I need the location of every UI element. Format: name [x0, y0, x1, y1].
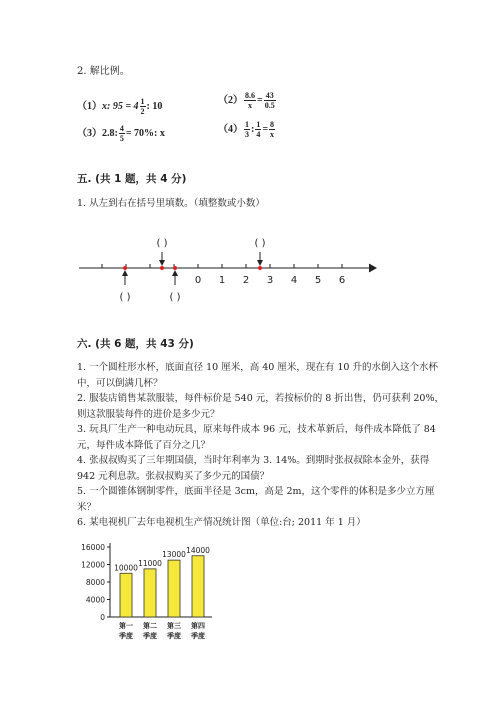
- section-6-title: 六. (共 6 题，共 43 分): [77, 338, 194, 350]
- category-label-line2: 季度: [119, 632, 133, 640]
- bar: [192, 556, 204, 617]
- category-label-line1: 第一: [119, 622, 133, 630]
- answer-bracket-bottom-1: ( ): [119, 292, 131, 303]
- category-label-line1: 第三: [167, 622, 181, 630]
- y-tick-label: 8000: [85, 578, 105, 587]
- bar: [168, 560, 180, 617]
- problem-2: 2. 服装店销售某款服装，每件标价是 540 元，若按标价的 8 折出售，仍可获利 20%，则这款服装每件的进价是多少元？: [77, 393, 444, 420]
- category-label-line2: 季度: [191, 632, 205, 640]
- proportion-1-fraction: $\frac{1}{2}$: [140, 97, 145, 117]
- answer-bracket-top-1: ( ): [156, 238, 168, 249]
- arrow-down-2-head: [257, 260, 263, 266]
- y-tick-label: 4000: [85, 595, 105, 605]
- category-label-line1: 第二: [143, 622, 157, 630]
- proportion-4-fraction-a: $\frac{1}{3}$: [245, 120, 249, 140]
- tick-label-0: 0: [194, 275, 202, 286]
- proportion-1-lhs: x: 95 = 4: [102, 101, 139, 112]
- category-label-line2: 季度: [167, 632, 181, 640]
- proportion-3-fraction: $\frac{4}{5}$: [119, 124, 124, 144]
- tick-label-1: 1: [218, 275, 226, 286]
- section-5-title: 五. (共 1 题，共 4 分): [77, 173, 187, 185]
- question-2-header: 2. 解比例。: [77, 66, 130, 77]
- proportion-4-label: （4）: [218, 124, 243, 135]
- bar: [120, 573, 132, 617]
- tick-label-2: 2: [242, 275, 250, 286]
- problem-3: 3. 玩具厂生产一种电动玩具，原来每件成本 96 元，技术革新后，每件成本降低了 84 元，每件成本降低了百分之几？: [77, 424, 436, 451]
- number-line-arrowhead: [369, 264, 376, 272]
- tick-label-3: 3: [266, 275, 274, 286]
- tick-label-5: 5: [314, 275, 322, 286]
- proportion-1-label: （1）: [77, 101, 102, 112]
- point-2: [160, 266, 164, 270]
- proportion-4: [218, 120, 276, 139]
- category-label-line2: 季度: [143, 632, 157, 640]
- y-tick-label: 16000: [81, 543, 105, 552]
- answer-bracket-bottom-2: ( ): [169, 292, 181, 303]
- proportion-2: [218, 91, 277, 110]
- proportion-4-equals: =: [262, 124, 269, 135]
- problem-5: 5. 一个圆锥体钢制零件，底面半径是 3cm，高是 2m，这个零件的体积是多少立方厘米？: [77, 486, 435, 513]
- proportion-4-fraction-b: $\frac{1}{4}$: [256, 120, 261, 140]
- problem-1: 1. 一个圆柱形水杯，底面直径 10 厘米，高 40 厘米，现在有 10 升的水倒入这个水杯中，可以倒满几杯？: [77, 362, 438, 389]
- answer-bracket-top-2: ( ): [254, 238, 266, 249]
- y-tick-label: 0: [100, 613, 105, 622]
- proportion-2-label: （2）: [218, 95, 243, 106]
- proportion-3: [77, 124, 165, 143]
- arrow-up-1-head: [122, 270, 128, 276]
- problem-4: 4. 张叔叔购买了三年期国债，当时年利率为 3. 14%。到期时张叔叔除本金外，获得 942 元利息款。张叔叔购买了多少元的国债？: [77, 455, 430, 482]
- proportion-3-label: （3）: [77, 128, 102, 139]
- number-line: [75, 232, 385, 312]
- proportion-1: [77, 97, 162, 116]
- point-3: [173, 266, 177, 270]
- proportion-2-equals: =: [257, 95, 263, 106]
- proportion-4-fraction-c: $\frac{8}{x}$: [270, 120, 275, 140]
- proportion-3-rhs: = 70%: x: [125, 128, 165, 139]
- production-bar-chart: [70, 535, 230, 650]
- point-1: [123, 266, 127, 270]
- bar: [144, 569, 156, 617]
- arrow-down-1-head: [159, 260, 165, 266]
- tick-label-6: 6: [338, 275, 346, 286]
- proportion-2-fraction-b: $\frac{43}{0.5}$: [264, 91, 275, 111]
- proportion-3-lhs: 2.8:: [102, 128, 118, 139]
- bar-value-label: 10000: [114, 563, 138, 573]
- proportion-1-rhs: : 10: [146, 101, 163, 112]
- question-5-1: 1. 从左到右在括号里填数。（填整数或小数）: [77, 198, 265, 209]
- tick-label-4: 4: [290, 275, 298, 286]
- y-tick-label: 12000: [81, 560, 105, 570]
- arrow-up-2-head: [172, 270, 178, 276]
- bar-value-label: 11000: [138, 558, 162, 568]
- proportion-2-fraction-a: $\frac{8.6}{x}$: [245, 91, 255, 111]
- bar-value-label: 14000: [186, 545, 210, 555]
- point-4: [258, 266, 262, 270]
- proportion-4-colon: :: [251, 124, 255, 135]
- problem-6: 6. 某电视机厂去年电视机生产情况统计图（单位:台; 2011 年 1 月）: [77, 517, 366, 528]
- bar-value-label: 13000: [162, 550, 186, 560]
- category-label-line1: 第四: [191, 622, 205, 630]
